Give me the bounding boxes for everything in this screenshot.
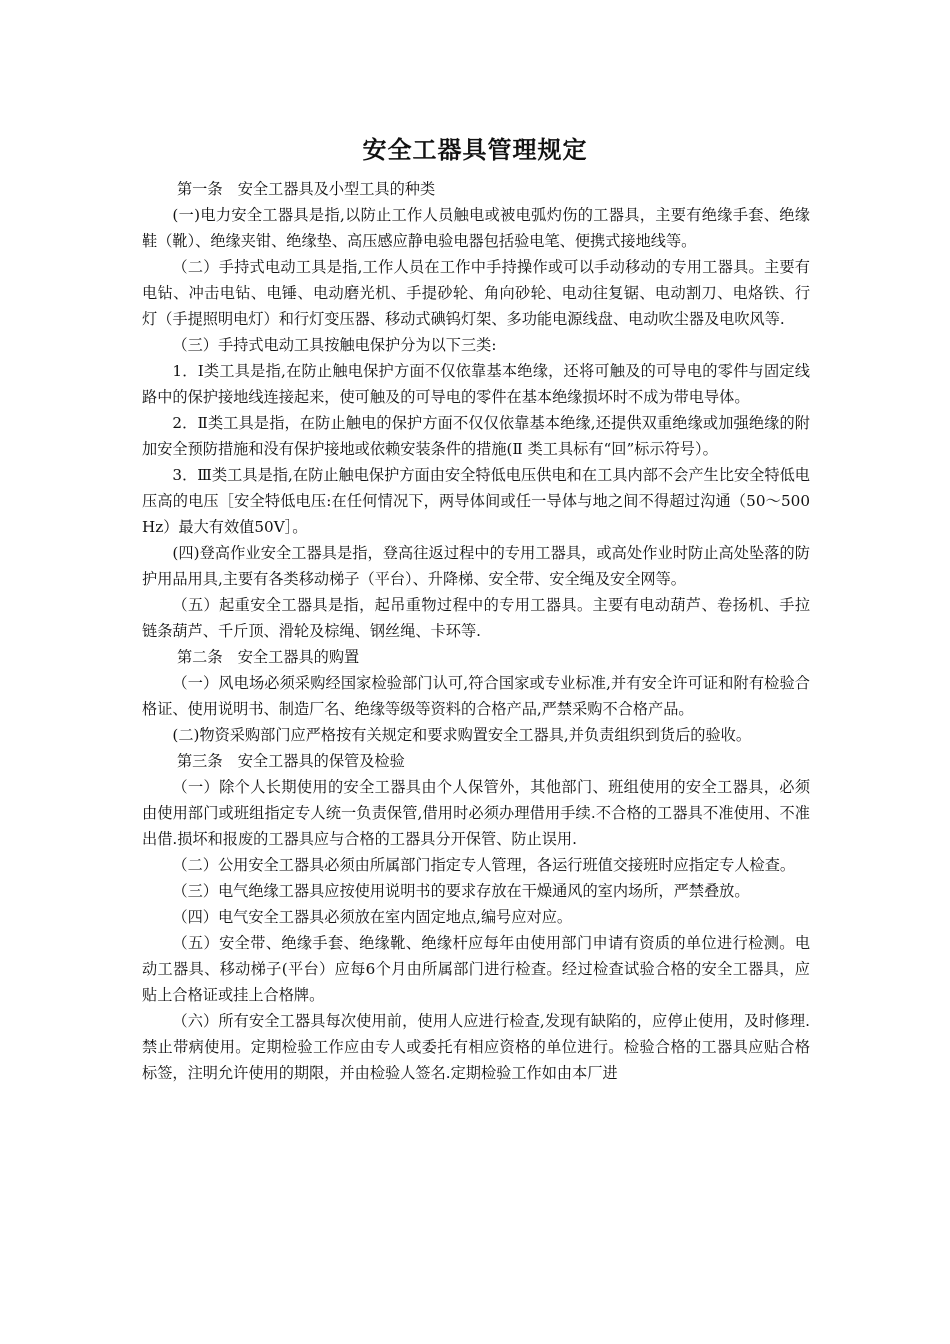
paragraph: （三）电气绝缘工器具应按使用说明书的要求存放在干燥通风的室内场所，严禁叠放。: [172, 882, 750, 900]
page-title: 安全工器具管理规定: [362, 136, 588, 164]
paragraph: （五）安全带、绝缘手套、绝缘靴、绝缘杆应每年由使用部门申请有资质的单位进行检测。电动工器具、移动梯子(平台）应每6个月由所属部门进行检查。经过检查试验合格的安全工器具，应贴上合格证或挂上合格牌。: [142, 934, 810, 1004]
paragraph: （一）除个人长期使用的安全工器具由个人保管外，其他部门、班组使用的安全工器具，必须由使用部门或班组指定专人统一负责保管,借用时必须办理借用手续.不合格的工器具不准使用、不准出借.损坏和报废的工器具应与合格的工器具分开保管、防止误用.: [142, 778, 810, 848]
paragraph: （五）起重安全工器具是指，起吊重物过程中的专用工器具。主要有电动葫芦、卷扬机、手拉链条葫芦、千斤顶、滑轮及棕绳、钢丝绳、卡环等.: [142, 596, 810, 640]
paragraph: （三）手持式电动工具按触电保护分为以下三类:: [172, 336, 497, 354]
paragraph: （二）公用安全工器具必须由所属部门指定专人管理，各运行班值交接班时应指定专人检查。: [172, 856, 796, 874]
paragraph: （一）风电场必须采购经国家检验部门认可,符合国家或专业标准,并有安全许可证和附有检验合格证、使用说明书、制造厂名、绝缘等级等资料的合格产品,严禁采购不合格产品。: [142, 674, 810, 718]
paragraph: (四)登高作业安全工器具是指，登高往返过程中的专用工器具，或高处作业时防止高处坠落的防护用品用具,主要有各类移动梯子（平台）、升降梯、安全带、安全绳及安全网等。: [142, 544, 810, 588]
paragraph: (一)电力安全工器具是指,以防止工作人员触电或被电弧灼伤的工器具，主要有绝缘手套、绝缘鞋（靴）、绝缘夹钳、绝缘垫、高压感应静电验电器包括验电笔、便携式接地线等。: [142, 206, 810, 250]
paragraph: （六）所有安全工器具每次使用前，使用人应进行检查,发现有缺陷的，应停止使用，及时修理.禁止带病使用。定期检验工作应由专人或委托有相应资格的单位进行。检验合格的工器具应贴合格标签，注明允许使用的期限，并由检验人签名.定期检验工作如由本厂进: [142, 1012, 810, 1082]
paragraph: （四）电气安全工器具必须放在室内固定地点,编号应对应。: [172, 908, 573, 926]
article-heading: 第一条 安全工器具及小型工具的种类: [176, 180, 436, 198]
paragraph: 3．Ⅲ类工具是指,在防止触电保护方面由安全特低电压供电和在工具内部不会产生比安全特低电压高的电压［安全特低电压:在任何情况下，两导体间或任一导体与地之间不得超过沟通（50～500Hz）最大有效值50V］。: [142, 466, 810, 536]
article-heading: 第三条 安全工器具的保管及检验: [176, 752, 405, 770]
paragraph: 2．Ⅱ类工具是指，在防止触电的保护方面不仅仅依靠基本绝缘,还提供双重绝缘或加强绝缘的附加安全预防措施和没有保护接地或依赖安装条件的措施(Ⅱ 类工具标有“回”标示符号）。: [142, 414, 810, 458]
paragraph: （二）手持式电动工具是指,工作人员在工作中手持操作或可以手动移动的专用工器具。主要有电钻、冲击电钻、电锤、电动磨光机、手提砂轮、角向砂轮、电动往复锯、电动割刀、电烙铁、行灯（手提照明电灯）和行灯变压器、移动式碘钨灯架、多功能电源线盘、电动吹尘器及电吹风等.: [142, 258, 810, 328]
paragraph: (二)物资采购部门应严格按有关规定和要求购置安全工器具,并负责组织到货后的验收。: [172, 726, 752, 744]
article-heading: 第二条 安全工器具的购置: [176, 648, 360, 666]
paragraph: 1．Ⅰ类工具是指,在防止触电保护方面不仅依靠基本绝缘，还将可触及的可导电的零件与固定线路中的保护接地线连接起来，使可触及的可导电的零件在基本绝缘损坏时不成为带电导体。: [142, 362, 810, 406]
document-body: [142, 176, 810, 1086]
